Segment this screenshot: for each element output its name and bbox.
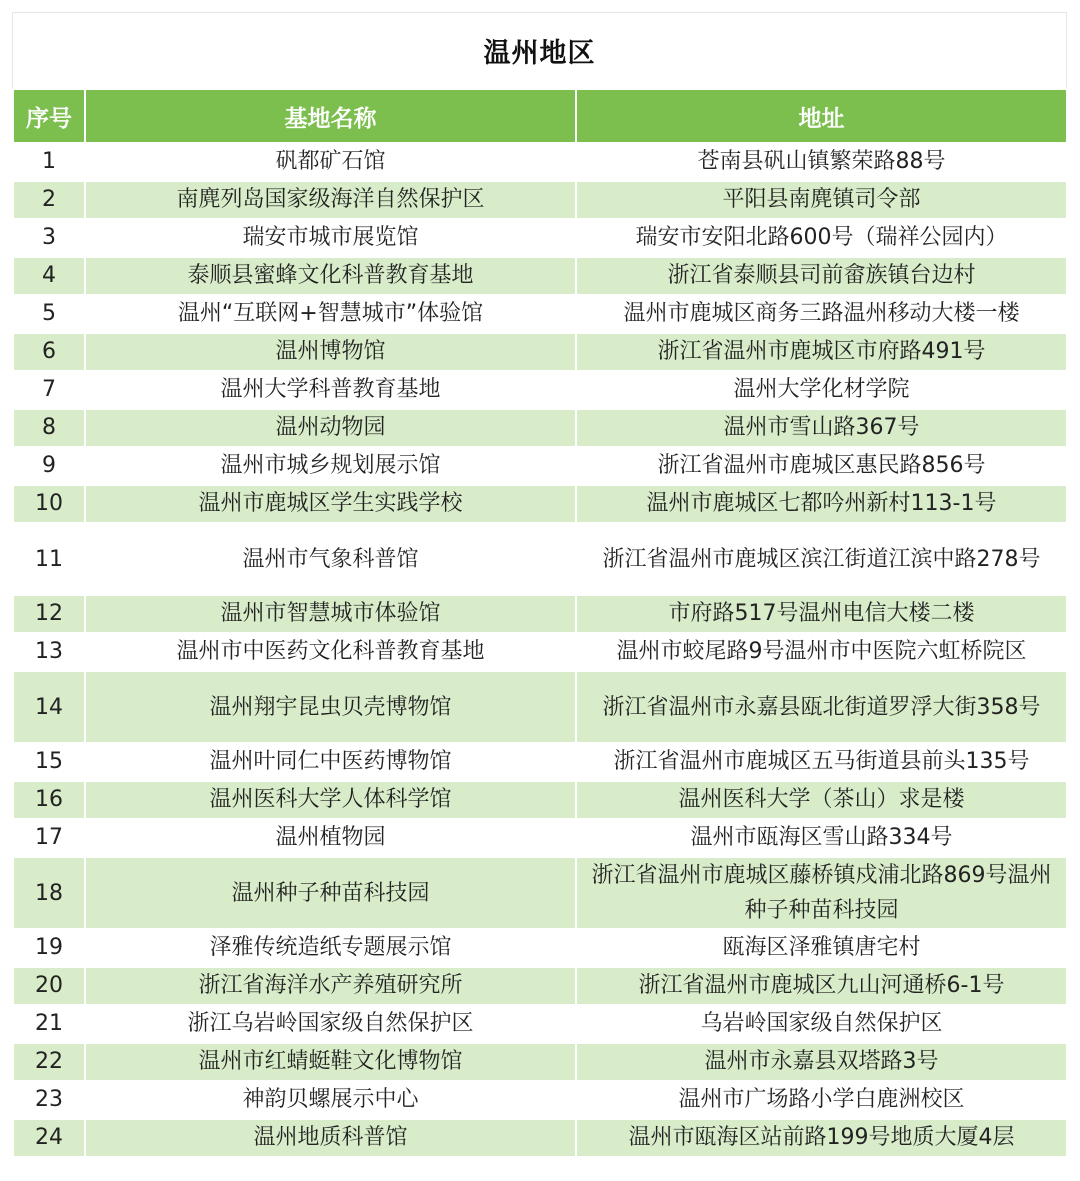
base-name-cell: 温州市气象科普馆 (86, 524, 575, 594)
row-number: 6 (14, 334, 84, 370)
address-cell: 温州市瓯海区雪山路334号 (577, 820, 1066, 856)
base-name-cell: 温州地质科普馆 (86, 1120, 575, 1156)
row-number: 2 (14, 182, 84, 218)
row-number: 15 (14, 744, 84, 780)
address-cell: 浙江省温州市鹿城区惠民路856号 (577, 448, 1066, 484)
table-row (14, 1006, 1066, 1042)
table-row (14, 410, 1066, 446)
address-cell: 浙江省温州市鹿城区市府路491号 (577, 334, 1066, 370)
table-row (14, 182, 1066, 218)
base-name-cell: 矾都矿石馆 (86, 144, 575, 180)
base-name-cell: 瑞安市城市展览馆 (86, 220, 575, 256)
table-row (14, 486, 1066, 522)
base-name-cell: 温州市鹿城区学生实践学校 (86, 486, 575, 522)
address-cell: 温州市蛟尾路9号温州市中医院六虹桥院区 (577, 634, 1066, 670)
row-number: 7 (14, 372, 84, 408)
address-cell: 市府路517号温州电信大楼二楼 (577, 596, 1066, 632)
base-name-cell: 浙江省海洋水产养殖研究所 (86, 968, 575, 1004)
base-name-cell: 温州叶同仁中医药博物馆 (86, 744, 575, 780)
row-number: 16 (14, 782, 84, 818)
row-number: 4 (14, 258, 84, 294)
table-row (14, 744, 1066, 780)
row-number: 19 (14, 930, 84, 966)
table-row (14, 524, 1066, 594)
row-number: 9 (14, 448, 84, 484)
address-cell: 浙江省温州市鹿城区五马街道县前头135号 (577, 744, 1066, 780)
address-cell: 温州市鹿城区商务三路温州移动大楼一楼 (577, 296, 1066, 332)
row-number: 11 (14, 524, 84, 594)
address-cell: 苍南县矾山镇繁荣路88号 (577, 144, 1066, 180)
row-number: 20 (14, 968, 84, 1004)
table-row (14, 858, 1066, 928)
base-name-cell: 浙江乌岩岭国家级自然保护区 (86, 1006, 575, 1042)
base-name-cell: 泰顺县蜜蜂文化科普教育基地 (86, 258, 575, 294)
science-base-table (12, 88, 1068, 1158)
base-name-cell: 温州市中医药文化科普教育基地 (86, 634, 575, 670)
base-name-cell: 温州种子种苗科技园 (86, 858, 575, 928)
table-row (14, 1044, 1066, 1080)
row-number: 14 (14, 672, 84, 742)
table-row (14, 220, 1066, 256)
row-number: 13 (14, 634, 84, 670)
base-name-cell: 温州翔宇昆虫贝壳博物馆 (86, 672, 575, 742)
base-name-cell: 温州市智慧城市体验馆 (86, 596, 575, 632)
table-row (14, 258, 1066, 294)
address-cell: 温州市广场路小学白鹿洲校区 (577, 1082, 1066, 1118)
base-name-cell: 温州博物馆 (86, 334, 575, 370)
row-number: 21 (14, 1006, 84, 1042)
table-row (14, 820, 1066, 856)
base-name-cell: 温州动物园 (86, 410, 575, 446)
table-row (14, 596, 1066, 632)
table-row (14, 1082, 1066, 1118)
table-row (14, 296, 1066, 332)
table-header-row (14, 90, 1066, 142)
page-title: 温州地区 (12, 12, 1067, 88)
address-cell: 温州市瓯海区站前路199号地质大厦4层 (577, 1120, 1066, 1156)
header-number: 序号 (14, 90, 84, 142)
base-name-cell: 温州医科大学人体科学馆 (86, 782, 575, 818)
header-base-name: 基地名称 (86, 90, 575, 142)
address-cell: 温州医科大学（茶山）求是楼 (577, 782, 1066, 818)
row-number: 17 (14, 820, 84, 856)
address-cell: 温州市雪山路367号 (577, 410, 1066, 446)
base-name-cell: 温州“互联网+智慧城市”体验馆 (86, 296, 575, 332)
row-number: 12 (14, 596, 84, 632)
table-row (14, 372, 1066, 408)
table-row (14, 334, 1066, 370)
address-cell: 浙江省泰顺县司前畲族镇台边村 (577, 258, 1066, 294)
base-name-cell: 温州市红蜻蜓鞋文化博物馆 (86, 1044, 575, 1080)
table-row (14, 144, 1066, 180)
address-cell: 瓯海区泽雅镇唐宅村 (577, 930, 1066, 966)
table-row (14, 968, 1066, 1004)
base-name-cell: 南麂列岛国家级海洋自然保护区 (86, 182, 575, 218)
row-number: 8 (14, 410, 84, 446)
address-cell: 温州市永嘉县双塔路3号 (577, 1044, 1066, 1080)
base-name-cell: 神韵贝螺展示中心 (86, 1082, 575, 1118)
row-number: 23 (14, 1082, 84, 1118)
row-number: 18 (14, 858, 84, 928)
base-name-cell: 温州大学科普教育基地 (86, 372, 575, 408)
address-cell: 浙江省温州市鹿城区九山河通桥6-1号 (577, 968, 1066, 1004)
address-cell: 瑞安市安阳北路600号（瑞祥公园内） (577, 220, 1066, 256)
table-row (14, 782, 1066, 818)
address-cell: 温州市鹿城区七都吟州新村113-1号 (577, 486, 1066, 522)
row-number: 24 (14, 1120, 84, 1156)
header-address: 地址 (577, 90, 1066, 142)
row-number: 1 (14, 144, 84, 180)
row-number: 22 (14, 1044, 84, 1080)
base-name-cell: 温州市城乡规划展示馆 (86, 448, 575, 484)
table-row (14, 634, 1066, 670)
table-row (14, 672, 1066, 742)
address-cell: 乌岩岭国家级自然保护区 (577, 1006, 1066, 1042)
address-cell: 平阳县南麂镇司令部 (577, 182, 1066, 218)
address-cell: 浙江省温州市永嘉县瓯北街道罗浮大街358号 (577, 672, 1066, 742)
address-cell: 浙江省温州市鹿城区滨江街道江滨中路278号 (577, 524, 1066, 594)
base-name-cell: 温州植物园 (86, 820, 575, 856)
row-number: 3 (14, 220, 84, 256)
row-number: 10 (14, 486, 84, 522)
table-row (14, 1120, 1066, 1156)
address-cell: 温州大学化材学院 (577, 372, 1066, 408)
table-row (14, 930, 1066, 966)
table-row (14, 448, 1066, 484)
base-name-cell: 泽雅传统造纸专题展示馆 (86, 930, 575, 966)
address-cell: 浙江省温州市鹿城区藤桥镇戍浦北路869号温州种子种苗科技园 (577, 858, 1066, 928)
row-number: 5 (14, 296, 84, 332)
